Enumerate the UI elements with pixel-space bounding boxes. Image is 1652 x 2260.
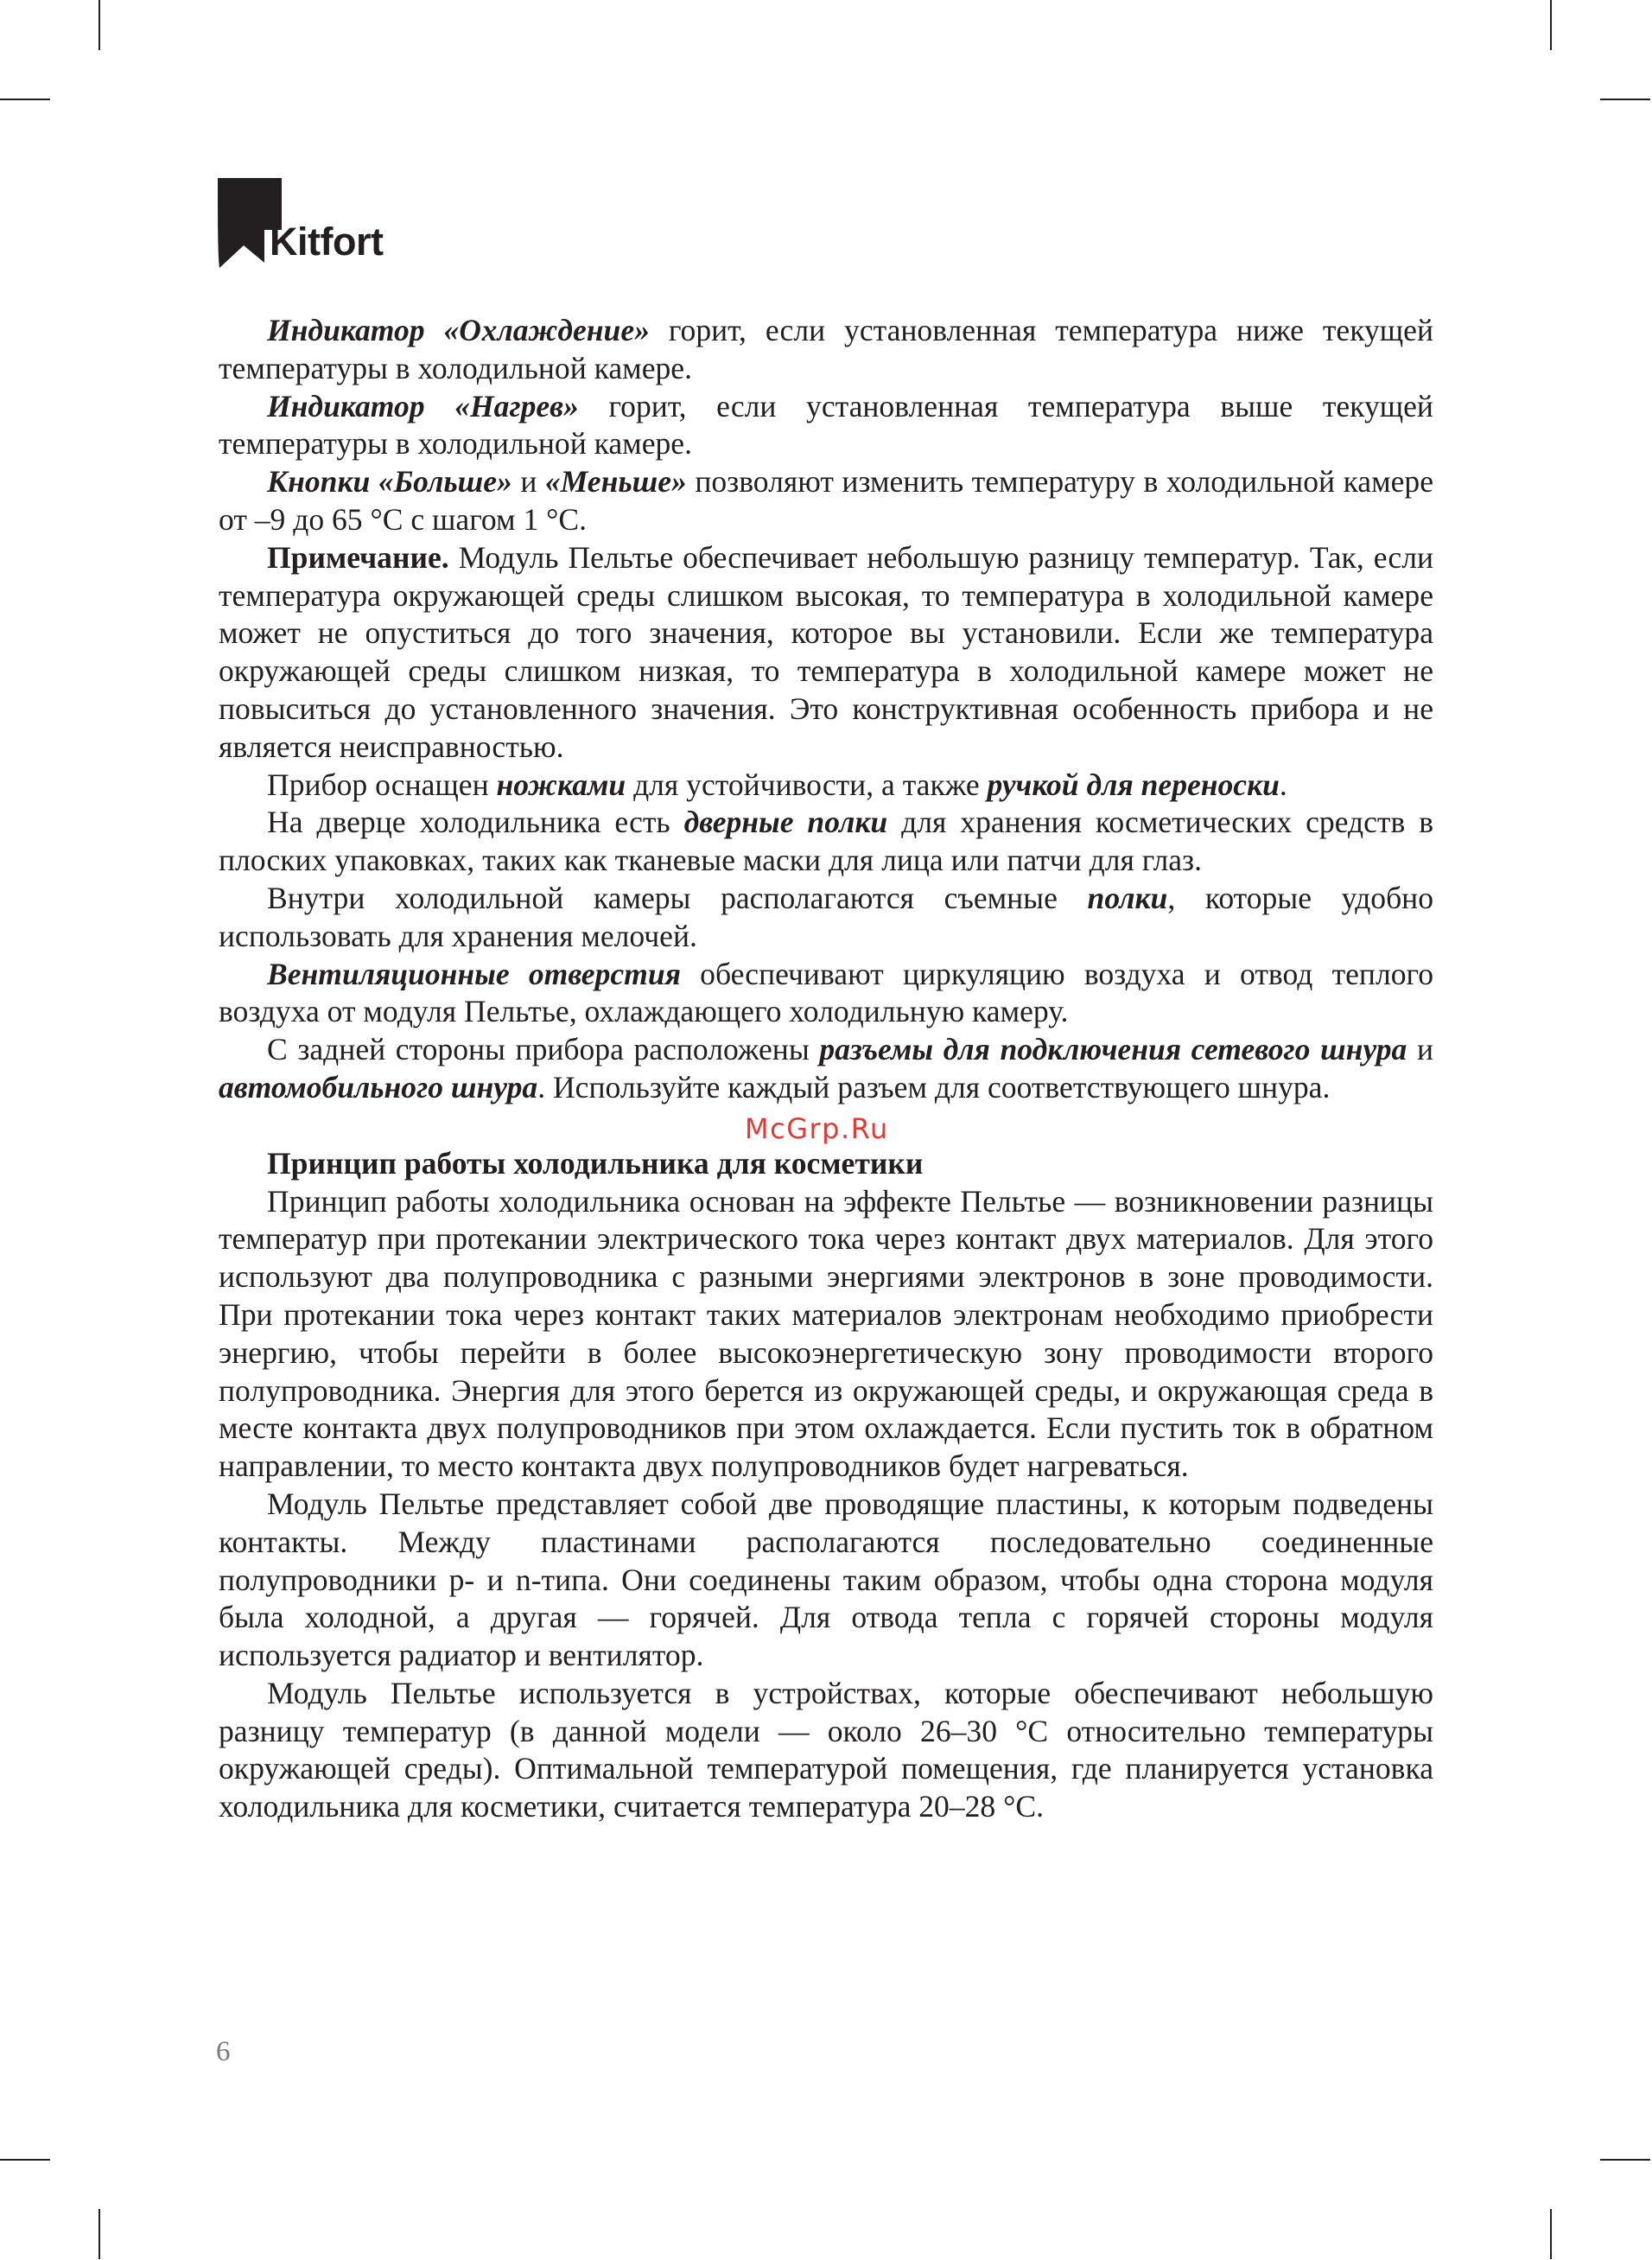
text-run: . Используйте каждый разъем для соответствующего шнура.	[537, 1069, 1331, 1105]
section-heading	[219, 1145, 1433, 1183]
text-run: .	[1279, 767, 1287, 802]
brand-name: Kitfort	[270, 220, 384, 264]
watermark: McGrp.Ru	[745, 1112, 889, 1145]
paragraph	[219, 767, 1433, 805]
text-run: Модуль Пельтье представляет собой две проводящие пластины, к которым подведены контакты. Между пластинами располагаются последовательно соединенные полупроводники p- и n-типа. Они соединены таким образом, чтобы одна сторона модуля была холодной, а другая — горячей. Для отвода тепла с горячей стороны модуля используется радиатор и вентилятор.	[219, 1486, 1433, 1673]
emphasis-text: Индикатор «Нагрев»	[267, 388, 579, 423]
text-run: Модуль Пельтье используется в устройствах, которые обеспечивают небольшую разницу температур (в данной модели — около 26–30 °С относительно температуры окружающей среды). Оптимальной температурой помещения, где планируется установка холодильника для косметики, считается температура 20–28 °С.	[219, 1675, 1433, 1824]
paragraph	[219, 956, 1433, 1032]
paragraph	[219, 539, 1433, 767]
paragraph	[219, 312, 1433, 388]
manual-text	[219, 312, 1433, 1826]
paragraph	[219, 880, 1433, 956]
page-number: 6	[216, 2036, 231, 2067]
text-run: Внутри холодильной камеры располагаются съемные	[267, 880, 1088, 915]
text-run: горит, если установленная температура выше текущей температуры в холодильной камере.	[219, 388, 1433, 462]
emphasis-text: автомобильного шнура	[219, 1069, 538, 1105]
emphasis-text: полки	[1087, 880, 1168, 915]
crop-mark-bottom-right	[1600, 2159, 1650, 2161]
emphasis-text: Примечание.	[267, 539, 449, 575]
kitfort-logo	[216, 178, 397, 270]
text-run: для хранения косметических средств в плоских упаковках, таких как тканевые маски для лица или патчи для глаз.	[219, 805, 1433, 878]
text-run: , которые удобно использовать для хранения мелочей.	[219, 880, 1434, 953]
text-run: Принцип работы холодильника основан на эффекте Пельтье — возникновении разницы температур при протекании электрического тока через контакт двух материалов. Для этого используют два полупроводника с разными энергиями электронов в зоне проводимости. При протекании тока через контакт таких материалов электронам необходимо приобрести энергию, чтобы перейти в более высокоэнергетическую зону проводимости второго полупроводника. Энергия для этого берется из окружающей среды, и окружающая среда в месте контакта двух полупроводников при этом охлаждается. Если пустить ток в обратном направлении, то место контакта двух полупроводников будет нагреваться.	[219, 1183, 1433, 1484]
paragraph	[219, 1031, 1433, 1107]
emphasis-text: «Меньше»	[544, 464, 687, 500]
text-run: Принцип работы холодильника для косметики	[267, 1145, 924, 1181]
crop-mark-top-left	[0, 99, 50, 100]
emphasis-text: разъемы для подключения сетевого шнура	[819, 1032, 1407, 1067]
emphasis-text: Вентиляционные отверстия	[267, 956, 681, 991]
paragraph	[219, 1486, 1433, 1675]
emphasis-text: ножками	[496, 767, 626, 802]
crop-mark-bottom-right	[1550, 2209, 1552, 2259]
crop-mark-top-right	[1600, 99, 1650, 100]
emphasis-text: дверные полки	[683, 805, 888, 840]
paragraph	[219, 1675, 1433, 1826]
text-run: обеспечивают циркуляцию воздуха и отвод теплого воздуха от модуля Пельтье, охлаждающего холодильную камеру.	[219, 956, 1433, 1029]
text-run: горит, если установленная температура ниже текущей температуры в холодильной камере.	[219, 313, 1433, 385]
text-run: С задней стороны прибора расположены	[267, 1032, 820, 1067]
emphasis-text: ручкой для переноски	[987, 767, 1280, 802]
text-run: и	[511, 464, 545, 500]
text-run: Модуль Пельтье обеспечивает небольшую разницу температур. Так, если температура окружающей среды слишком высокая, то температура в холодильной камере может не опуститься до того значения, которое вы установили. Если же температура окружающей среды слишком низкая, то температура в холодильной камере может не повыситься до установленного значения. Это конструктивная особенность прибора и не является неисправностью.	[219, 539, 1433, 764]
crop-mark-bottom-left	[98, 2209, 100, 2259]
text-run: Прибор оснащен	[267, 767, 497, 802]
text-run: позволяют изменить температуру в холодильной камере от –9 до 65 °С с шагом 1 °С.	[219, 464, 1433, 537]
paragraph	[219, 388, 1433, 464]
crop-mark-top-left	[98, 0, 100, 50]
text-run: На дверце холодильника есть	[267, 805, 684, 840]
paragraph	[219, 1183, 1433, 1486]
text-run: для устойчивости, а также	[626, 767, 988, 802]
emphasis-text: Индикатор «Охлаждение»	[267, 313, 650, 347]
crop-mark-bottom-left	[0, 2159, 50, 2161]
crop-mark-top-right	[1550, 0, 1552, 50]
text-run: и	[1407, 1032, 1433, 1067]
paragraph	[219, 463, 1433, 539]
emphasis-text: Кнопки «Больше»	[267, 464, 512, 500]
paragraph	[219, 804, 1433, 880]
